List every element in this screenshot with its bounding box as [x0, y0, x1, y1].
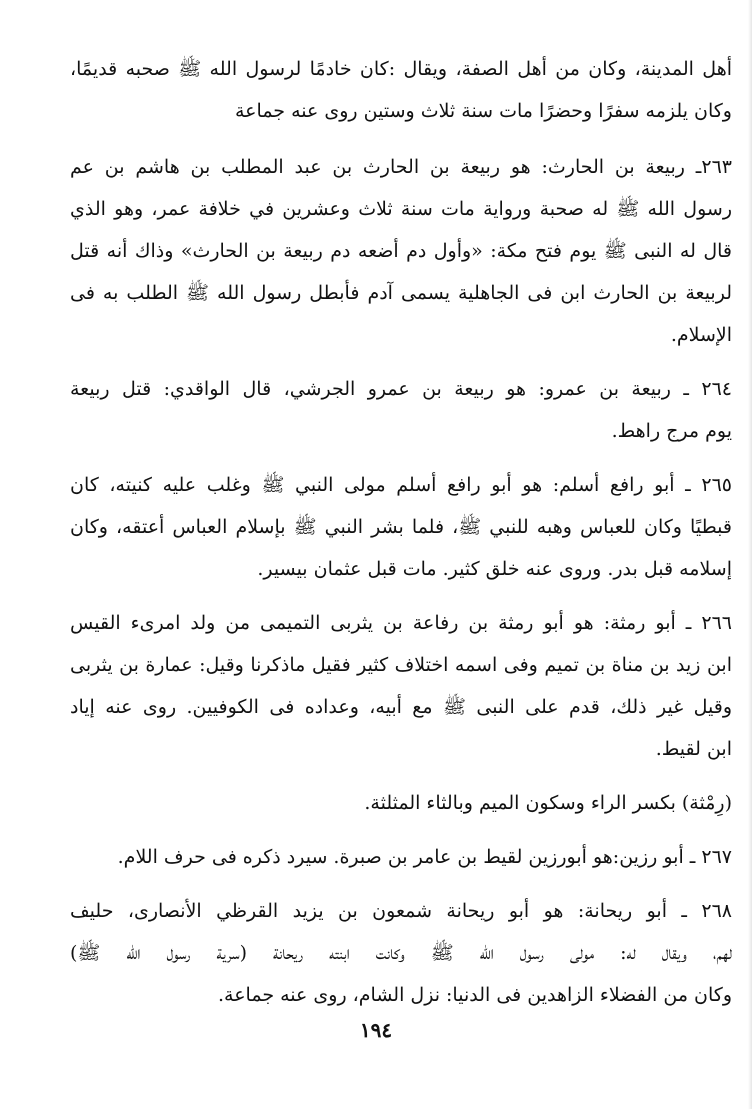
text-line: ابن زيد بن مناة بن تميم وفى اسمه اختلاف كثير فقيل ماذكرنا وقيل: عمارة بن يثربى: [70, 654, 732, 676]
text-line: (رِمْثة) بكسر الراء وسكون الميم وبالثاء المثلثة.: [364, 792, 732, 814]
text-line: إسلامه قبل بدر. وروى عنه خلق كثير. مات قبل عثمان بيسير.: [257, 558, 732, 580]
text-line: وكان من الفضلاء الزاهدين فى الدنيا: نزل الشام، روى عنه جماعة.: [217, 984, 732, 1006]
text-line: ٢٦٦ ـ أبو رمثة: هو أبو رمثة بن رفاعة بن يثربى التميمى من ولد امرىء القيس: [70, 612, 732, 634]
text-line: رسول الله ﷺ له صحبة ورواية مات سنة ثلاث وعشرين في خلافة عمر، وهو الذي: [70, 198, 732, 220]
text-line: قال له النبى ﷺ يوم فتح مكة: «وأول دم أضعه دم ربيعة بن الحارث» وذاك أنه قتل: [70, 240, 732, 262]
paragraph-entry-265: [70, 464, 732, 590]
text-line: ٢٦٣ـ ربيعة بن الحارث: هو ربيعة بن الحارث بن عبد المطلب بن هاشم بن عم: [70, 156, 732, 178]
paragraph-intro: [70, 48, 732, 132]
text-line: الإسلام.: [670, 324, 732, 346]
text-line: لهم، ويقال له: مولى رسول الله ﷺ وكانت ابنته ريحانة (سرية رسول الله ﷺ): [70, 942, 732, 964]
paragraph-entry-268: [70, 890, 732, 1016]
page-number: ١٩٤: [359, 1018, 393, 1042]
document-body: [70, 48, 732, 1028]
paragraph-note-266: [70, 782, 732, 824]
page-edge-shadow: [748, 0, 752, 1109]
paragraph-entry-267: [70, 836, 732, 878]
text-line: لربيعة بن الحارث ابن فى الجاهلية يسمى آدم فأبطل رسول الله ﷺ الطلب به فى: [70, 282, 732, 304]
paragraph-entry-266: [70, 602, 732, 770]
text-line: ٢٦٧ ـ أبو رزين:هو أبورزين لقيط بن عامر بن صبرة. سيرد ذكره فى حرف اللام.: [117, 846, 732, 868]
text-line: أهل المدينة، وكان من أهل الصفة، ويقال :كان خادمًا لرسول الله ﷺ صحبه قديمًا،: [70, 58, 732, 80]
text-line: ابن لقيط.: [655, 738, 732, 760]
paragraph-entry-264: [70, 368, 732, 452]
text-line: ٢٦٨ ـ أبو ريحانة: هو أبو ريحانة شمعون بن يزيد القرظي الأنصارى، حليف: [70, 900, 732, 922]
paragraph-entry-263: [70, 146, 732, 356]
text-line: وكان يلزمه سفرًا وحضرًا مات سنة ثلاث وستين روى عنه جماعة: [235, 100, 732, 122]
text-line: قبطيًا وكان للعباس وهبه للنبي ﷺ، فلما بشر النبي ﷺ بإسلام العباس أعتقه، وكان: [70, 516, 732, 538]
text-line: وقيل غير ذلك، قدم على النبى ﷺ مع أبيه، وعداده فى الكوفيين. روى عنه إياد: [70, 696, 732, 718]
text-line: يوم مرج راهط.: [611, 420, 732, 442]
text-line: ٢٦٤ ـ ربيعة بن عمرو: هو ربيعة بن عمرو الجرشي، قال الواقدي: قتل ربيعة: [70, 378, 732, 400]
text-line: ٢٦٥ ـ أبو رافع أسلم: هو أبو رافع أسلم مولى النبي ﷺ وغلب عليه كنيته، كان: [70, 474, 732, 496]
